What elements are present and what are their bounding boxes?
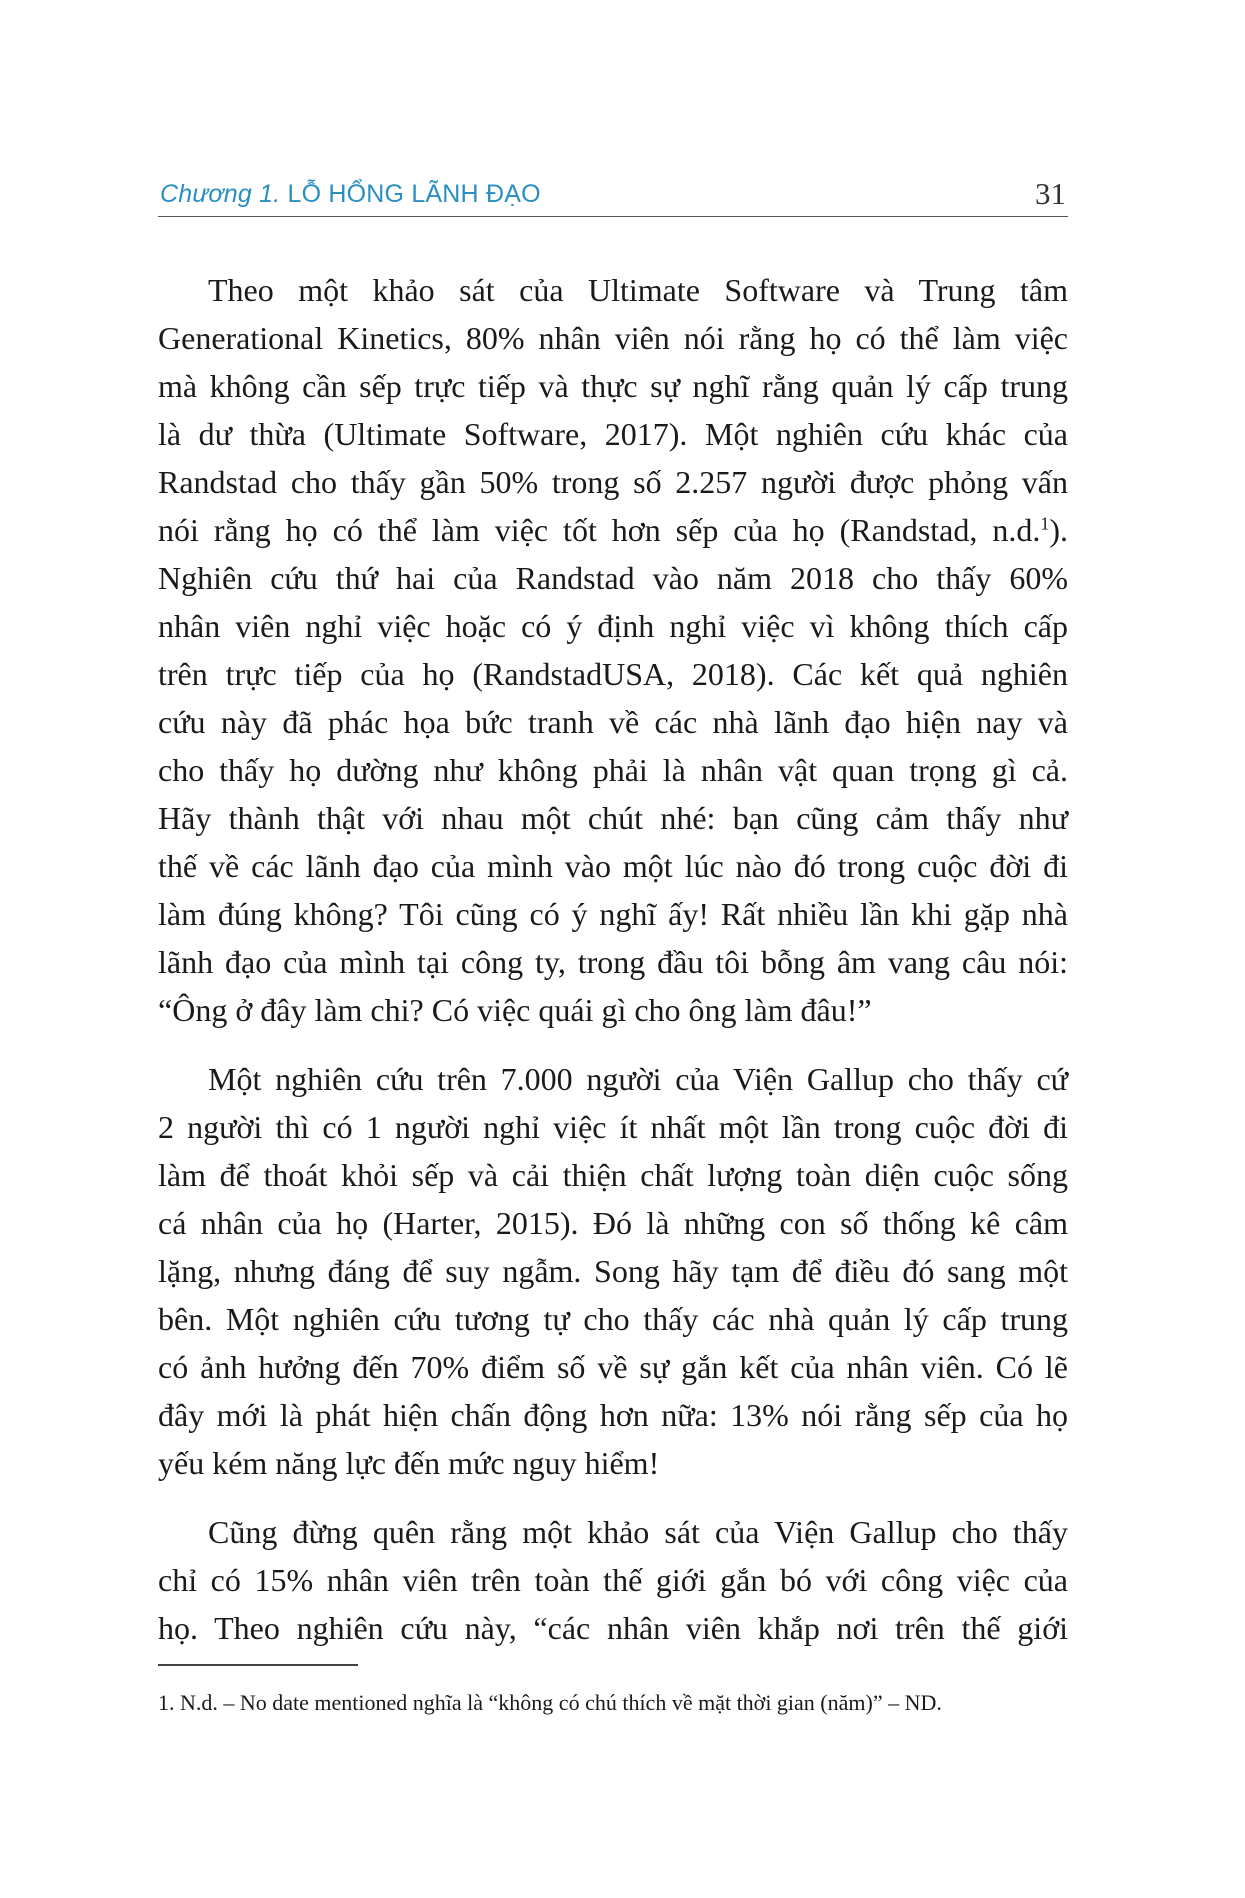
chapter-prefix: Chương 1. [160,180,281,208]
paragraph-1 [158,266,1068,1034]
text-line: bên. Một nghiên cứu tương tự cho thấy các nhà quản lý cấp trung [158,1301,1068,1337]
chapter-name: LỖ HỔNG LÃNH ĐẠO [287,180,541,208]
text-line: thế về các lãnh đạo của mình vào một lúc nào đó trong cuộc đời đi [158,848,1068,884]
text-line-with-footnote [158,506,1068,554]
text-line: họ. Theo nghiên cứu này, “các nhân viên khắp nơi trên thế giới [158,1610,1068,1646]
text-segment: ). [1049,512,1068,548]
footnote: 1. N.d. – No date mentioned nghĩa là “không có chú thích về mặt thời gian (năm)” – ND. [158,1690,942,1715]
text-line: cho thấy họ dường như không phải là nhân vật quan trọng gì cả. [158,752,1068,788]
text-line: làm để thoát khỏi sếp và cải thiện chất lượng toàn diện cuộc sống [158,1157,1068,1193]
text-line: cứu này đã phác họa bức tranh về các nhà lãnh đạo hiện nay và [158,704,1068,740]
text-line: cá nhân của họ (Harter, 2015). Đó là những con số thống kê câm [158,1205,1068,1241]
text-line: Theo một khảo sát của Ultimate Software và Trung tâm [208,272,1068,308]
running-header [158,176,1068,217]
page-number: 31 [1035,176,1066,211]
text-line: Randstad cho thấy gần 50% trong số 2.257 người được phỏng vấn [158,464,1068,500]
text-line: Một nghiên cứu trên 7.000 người của Viện Gallup cho thấy cứ [208,1061,1068,1097]
text-line: là dư thừa (Ultimate Software, 2017). Một nghiên cứu khác của [158,416,1068,452]
text-line: Cũng đừng quên rằng một khảo sát của Viện Gallup cho thấy [208,1514,1068,1550]
text-line: Hãy thành thật với nhau một chút nhé: bạn cũng cảm thấy như [158,800,1068,836]
text-line: có ảnh hưởng đến 70% điểm số về sự gắn kết của nhân viên. Có lẽ [158,1349,1068,1385]
text-line: Nghiên cứu thứ hai của Randstad vào năm 2018 cho thấy 60% [158,560,1068,596]
paragraph-3 [158,1508,1068,1652]
text-line: yếu kém năng lực đến mức nguy hiểm! [158,1445,660,1481]
text-line: trên trực tiếp của họ (RandstadUSA, 2018). Các kết quả nghiên [158,656,1068,692]
footnote-reference[interactable]: 1 [1040,513,1050,534]
text-segment: nói rằng họ có thể làm việc tốt hơn sếp của họ (Randstad, n.d. [158,512,1041,548]
paragraph-2 [158,1055,1068,1487]
text-line: lãnh đạo của mình tại công ty, trong đầu tôi bỗng âm vang câu nói: [158,944,1068,980]
footnote-divider [158,1664,358,1666]
text-line: mà không cần sếp trực tiếp và thực sự nghĩ rằng quản lý cấp trung [158,368,1068,404]
text-line: Generational Kinetics, 80% nhân viên nói rằng họ có thể làm việc [158,320,1068,356]
chapter-title [160,180,541,209]
text-line: làm đúng không? Tôi cũng có ý nghĩ ấy! Rất nhiều lần khi gặp nhà [158,896,1068,932]
text-line: chỉ có 15% nhân viên trên toàn thế giới gắn bó với công việc của [158,1562,1068,1598]
text-line: nhân viên nghỉ việc hoặc có ý định nghỉ việc vì không thích cấp [158,608,1068,644]
body-text [158,266,1068,1673]
text-line: “Ông ở đây làm chi? Có việc quái gì cho ông làm đâu!” [158,992,872,1028]
text-line: lặng, nhưng đáng để suy ngẫm. Song hãy tạm để điều đó sang một [158,1253,1068,1289]
text-line: đây mới là phát hiện chấn động hơn nữa: 13% nói rằng sếp của họ [158,1397,1068,1433]
text-line: 2 người thì có 1 người nghỉ việc ít nhất một lần trong cuộc đời đi [158,1109,1068,1145]
